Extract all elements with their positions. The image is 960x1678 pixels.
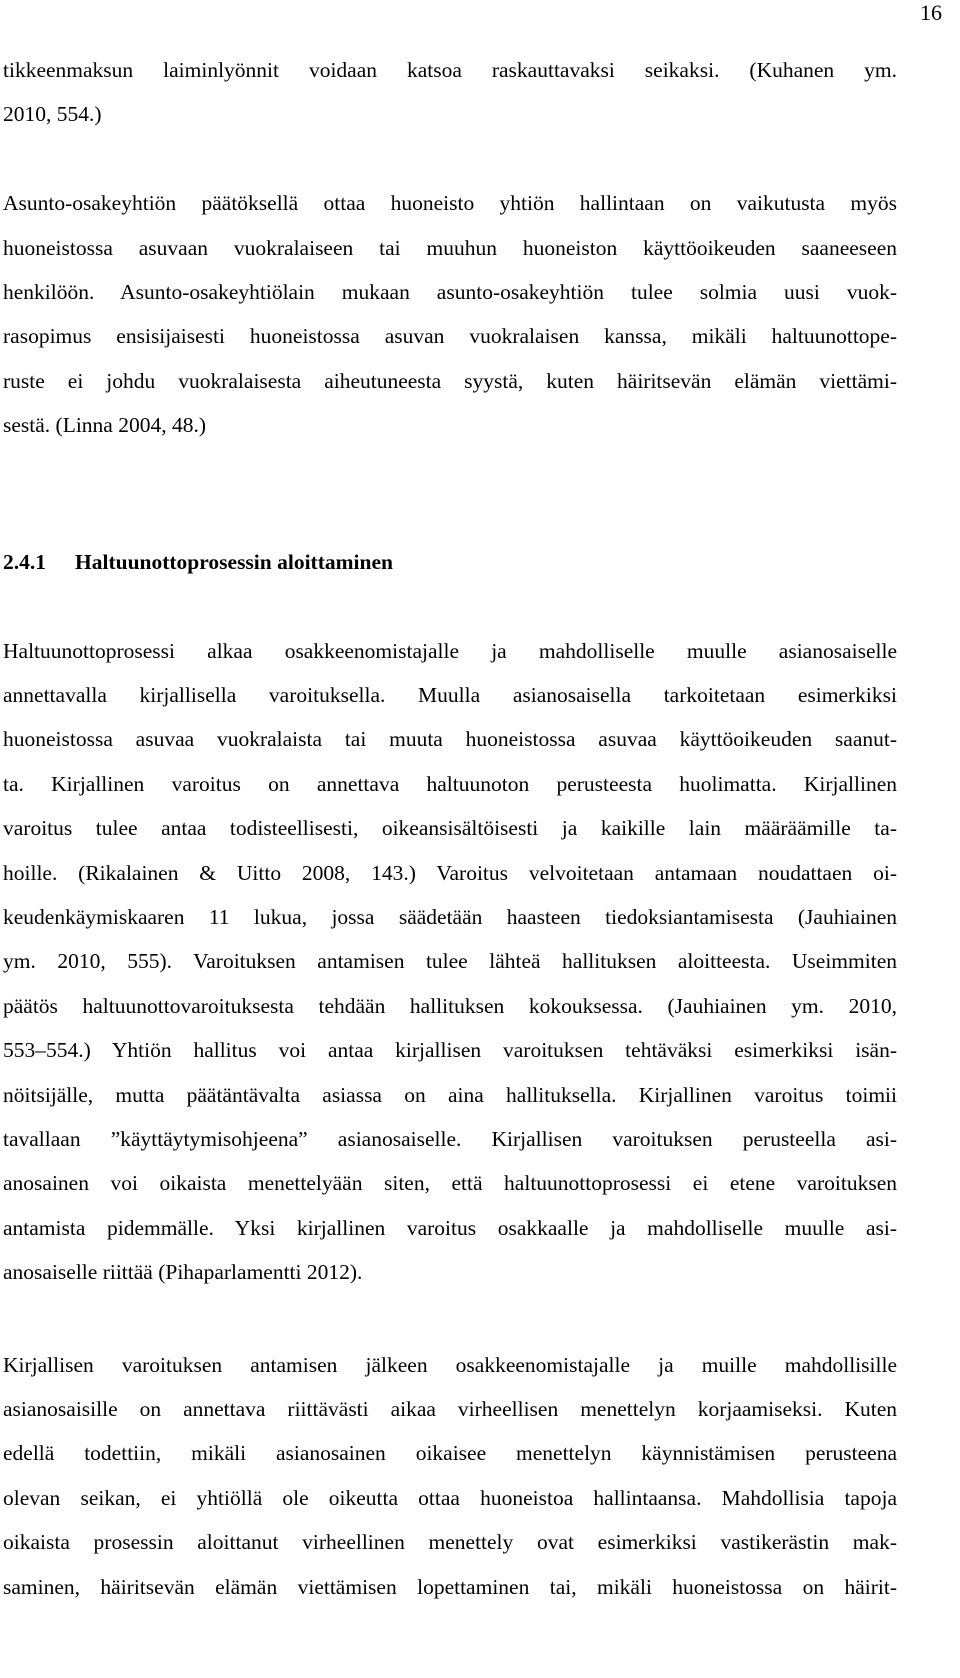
document-body — [3, 48, 897, 1609]
text-line: 553–554.) Yhtiön hallitus voi antaa kirjallisen varoituksen tehtäväksi esimerkiksi isän- — [3, 1038, 897, 1063]
text-line: päätös haltuunottovaroituksesta tehdään hallituksen kokouksessa. (Jauhiainen ym. 2010, — [3, 993, 897, 1018]
text-line: 2010, 554.) — [3, 102, 102, 127]
text-line: Asunto-osakeyhtiön päätöksellä ottaa huoneisto yhtiön hallintaan on vaikutusta myös — [3, 191, 897, 216]
paragraph — [3, 181, 897, 447]
text-line: olevan seikan, ei yhtiöllä ole oikeutta ottaa huoneistoa hallintaansa. Mahdollisia tapoja — [3, 1485, 897, 1510]
text-line: sestä. (Linna 2004, 48.) — [3, 413, 207, 438]
text-line: anosaiselle riittää (Pihaparlamentti 2012). — [3, 1260, 363, 1285]
text-line: asianosaisille on annettava riittävästi aikaa virheellisen menettelyn korjaamiseksi. Kuten — [3, 1396, 897, 1421]
text-line: keudenkäymiskaaren 11 lukua, jossa säädetään haasteen tiedoksiantamisesta (Jauhiainen — [3, 905, 897, 930]
text-line: antamista pidemmälle. Yksi kirjallinen varoitus osakkaalle ja mahdolliselle muulle asi- — [3, 1215, 897, 1240]
text-line: annettavalla kirjallisella varoituksella. Muulla asianosaisella tarkoitetaan esimerkiksi — [3, 683, 897, 708]
text-line: hoille. (Rikalainen & Uitto 2008, 143.) Varoitus velvoitetaan antamaan noudattaen oi- — [3, 860, 897, 885]
page-number: 16 — [920, 0, 942, 25]
text-line: Kirjallisen varoituksen antamisen jälkeen osakkeenomistajalle ja muille mahdollisille — [3, 1352, 897, 1377]
section-heading — [3, 540, 897, 584]
text-line: oikaista prosessin aloittanut virheellinen menettely ovat esimerkiksi vastikerästin mak- — [3, 1530, 897, 1555]
text-line: huoneistossa asuvaan vuokralaiseen tai muuhun huoneiston käyttöoikeuden saaneeseen — [3, 235, 897, 260]
paragraph — [3, 48, 897, 137]
paragraph — [3, 629, 897, 1295]
text-line: ym. 2010, 555). Varoituksen antamisen tulee lähteä hallituksen aloitteesta. Useimmiten — [3, 949, 897, 974]
text-line: tavallaan ”käyttäytymisohjeena” asianosaiselle. Kirjallisen varoituksen perusteella asi- — [3, 1126, 897, 1151]
text-line: ta. Kirjallinen varoitus on annettava haltuunoton perusteesta huolimatta. Kirjallinen — [3, 771, 897, 796]
section-title: Haltuunottoprosessin aloittaminen — [75, 549, 393, 574]
text-line: anosainen voi oikaista menettelyään siten, että haltuunottoprosessi ei etene varoituksen — [3, 1171, 897, 1196]
text-line: rasopimus ensisijaisesti huoneistossa asuvan vuokralaisen kanssa, mikäli haltuunottope- — [3, 324, 897, 349]
text-line: ruste ei johdu vuokralaisesta aiheutuneesta syystä, kuten häiritsevän elämän viettämi- — [3, 368, 897, 393]
paragraph — [3, 1343, 897, 1609]
section-number: 2.4.1 — [3, 549, 46, 574]
text-line: edellä todettiin, mikäli asianosainen oikaisee menettelyn käynnistämisen perusteena — [3, 1441, 897, 1466]
text-line: huoneistossa asuvaa vuokralaista tai muuta huoneistossa asuvaa käyttöoikeuden saanut- — [3, 727, 897, 752]
text-line: nöitsijälle, mutta päätäntävalta asiassa on aina hallituksella. Kirjallinen varoitus toimii — [3, 1082, 897, 1107]
text-line: henkilöön. Asunto-osakeyhtiölain mukaan asunto-osakeyhtiön tulee solmia uusi vuok- — [3, 279, 897, 304]
text-line: saminen, häiritsevän elämän viettämisen lopettaminen tai, mikäli huoneistossa on häirit- — [3, 1574, 897, 1599]
text-line: tikkeenmaksun laiminlyönnit voidaan katsoa raskauttavaksi seikaksi. (Kuhanen ym. — [3, 58, 897, 82]
text-line: varoitus tulee antaa todisteellisesti, oikeansisältöisesti ja kaikille lain määräämille ta- — [3, 816, 897, 841]
text-line: Haltuunottoprosessi alkaa osakkeenomistajalle ja mahdolliselle muulle asianosaiselle — [3, 638, 897, 663]
